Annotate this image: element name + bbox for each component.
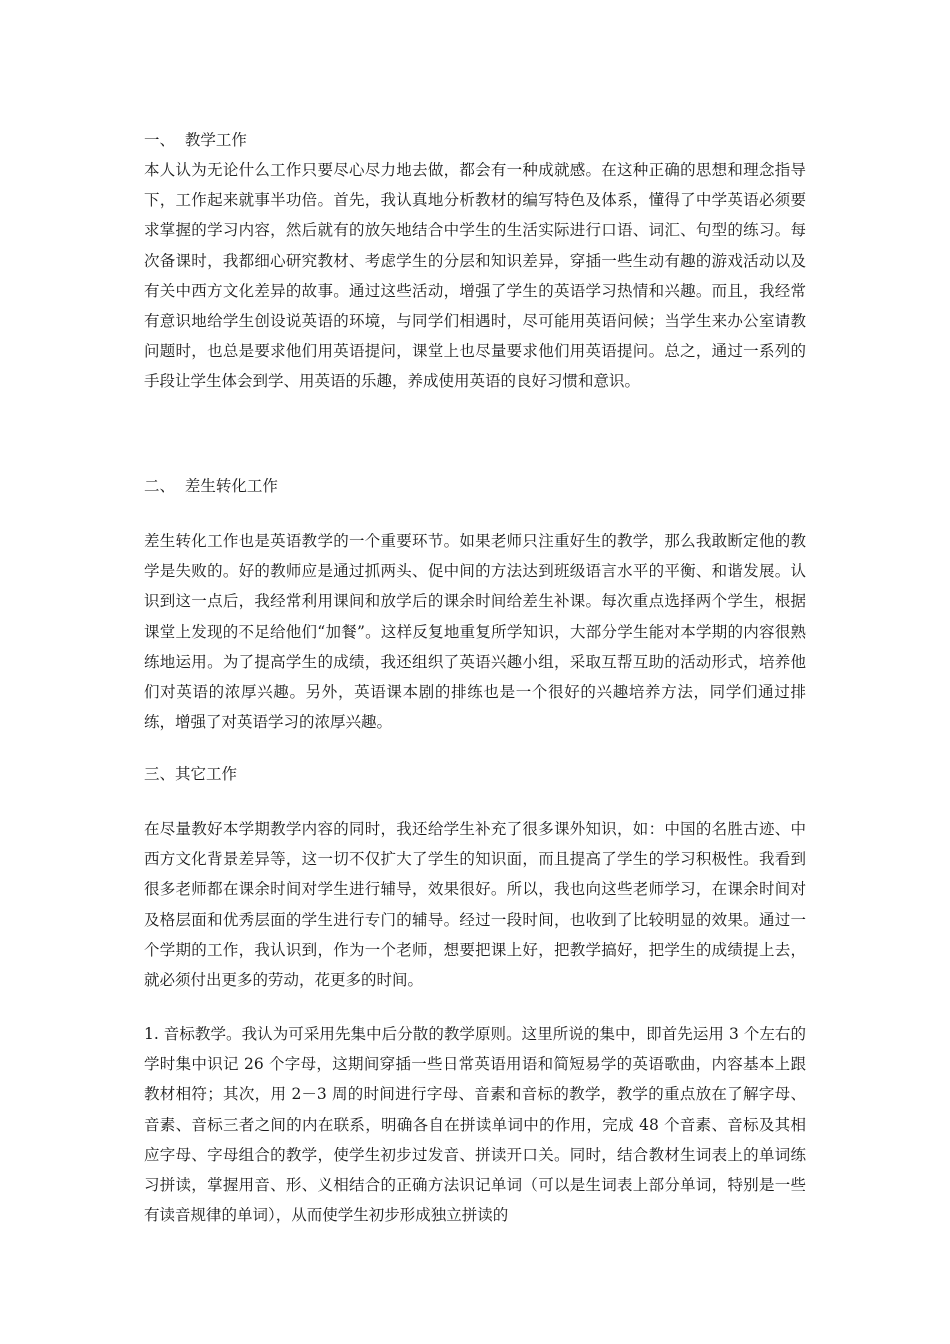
section-paragraph-other-work: 在尽量教好本学期教学内容的同时，我还给学生补充了很多课外知识，如：中国的名胜古迹、中西方文化背景差异等，这一切不仅扩大了学生的知识面，而且提高了学生的学习积极性。我看到很多老师都在课余时间对学生进行辅导，效果很好。所以，我也向这些老师学习，在课余时间对及格层面和优秀层面的学生进行专门的辅导。经过一段时间，也收到了比较明显的效果。通过一个学期的工作，我认识到，作为一个老师，想要把课上好，把教学搞好，把学生的成绩提上去，就必须付出更多的劳动，花更多的时间。 — [144, 820, 806, 990]
section-heading-other-work: 三、其它工作 — [144, 765, 238, 783]
section-heading-teaching: 一、 教学工作 — [144, 131, 247, 149]
section-paragraph-teaching: 本人认为无论什么工作只要尽心尽力地去做，都会有一种成就感。在这种正确的思想和理念指导下，工作起来就事半功倍。首先，我认真地分析教材的编写特色及体系，懂得了中学英语必须要求掌握的学习内容，然后就有的放矢地结合中学生的生活实际进行口语、词汇、句型的练习。每次备课时，我都细心研究教材、考虑学生的分层和知识差异，穿插一些生动有趣的游戏活动以及有关中西方文化差异的故事。通过这些活动，增强了学生的英语学习热情和兴趣。而且，我经常有意识地给学生创设说英语的环境，与同学们相遇时，尽可能用英语问候；当学生来办公室请教问题时，也总是要求他们用英语提问，课堂上也尽量要求他们用英语提问。总之，通过一系列的手段让学生体会到学、用英语的乐趣，养成使用英语的良好习惯和意识。 — [144, 161, 806, 391]
section-heading-weak-students: 二、 差生转化工作 — [144, 477, 278, 495]
section-paragraph-weak-students: 差生转化工作也是英语教学的一个重要环节。如果老师只注重好生的教学，那么我敢断定他的教学是失败的。好的教师应是通过抓两头、促中间的方法达到班级语言水平的平衡、和谐发展。认识到这一点后，我经常利用课间和放学后的课余时间给差生补课。每次重点选择两个学生，根据课堂上发现的不足给他们“加餐”。这样反复地重复所学知识，大部分学生能对本学期的内容很熟练地运用。为了提高学生的成绩，我还组织了英语兴趣小组，采取互帮互助的活动形式，培养他们对英语的浓厚兴趣。另外，英语课本剧的排练也是一个很好的兴趣培养方法，同学们通过排练，增强了对英语学习的浓厚兴趣。 — [144, 532, 806, 732]
numbered-item-phonetics: 1. 音标教学。我认为可采用先集中后分散的教学原则。这里所说的集中，即首先运用 3 个左右的学时集中识记 26 个字母，这期间穿插一些日常英语用语和简短易学的英语歌曲，内容基本上跟教材相符；其次，用 2－3 周的时间进行字母、音素和音标的教学，教学的重点放在了解字母、音素、音标三者之间的内在联系，明确各自在拼读单词中的作用，完成 48 个音素、音标及其相应字母、字母组合的教学，使学生初步过发音、拼读开口关。同时，结合教材生词表上的单词练习拼读，掌握用音、形、义相结合的正确方法识记单词（可以是生词表上部分单词，特别是一些有读音规律的单词），从而使学生初步形成独立拼读的 — [144, 1025, 806, 1224]
